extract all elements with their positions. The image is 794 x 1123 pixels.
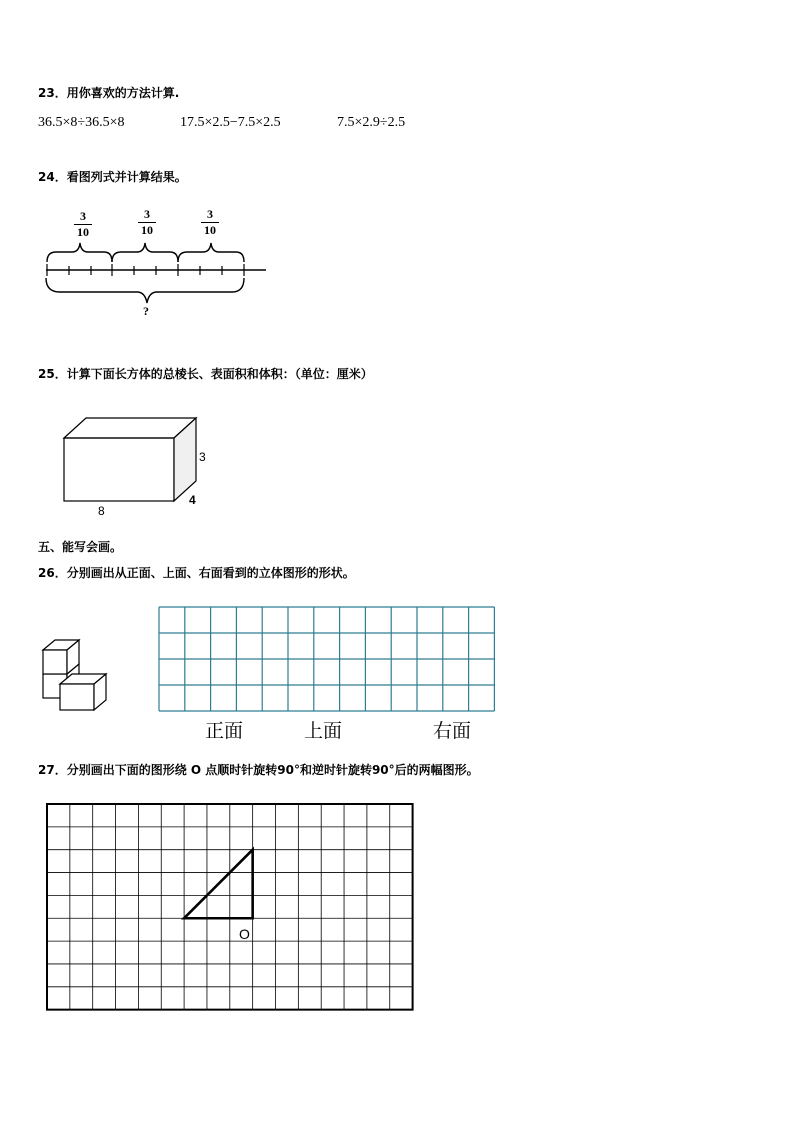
fraction-1-numerator: 3: [80, 209, 86, 223]
fraction-1-denominator: 10: [77, 225, 89, 239]
fraction-2-denominator: 10: [141, 223, 153, 237]
fraction-2-numerator: 3: [144, 207, 150, 221]
right-view-label: 右面: [433, 720, 472, 742]
q23-title: 23．用你喜欢的方法计算.: [38, 86, 180, 100]
q23-expression-2: 17.5×2.5−7.5×2.5: [180, 115, 281, 130]
front-view-label: 正面: [205, 720, 244, 742]
cuboid-height-label: 3: [199, 450, 206, 464]
q26-title: 26．分别画出从正面、上面、右面看到的立体图形的形状。: [38, 566, 355, 580]
cuboid-width-label: 4: [189, 493, 196, 507]
fraction-3-denominator: 10: [204, 223, 216, 237]
fraction-3-numerator: 3: [207, 207, 213, 221]
point-o-label: O: [239, 926, 250, 942]
unknown-total-label: ?: [143, 304, 149, 318]
top-view-label: 上面: [304, 720, 343, 742]
q23-expression-1: 36.5×8÷36.5×8: [38, 115, 125, 130]
section-five-title: 五、能写会画。: [38, 540, 123, 554]
cuboid-length-label: 8: [98, 504, 105, 518]
q25-title: 25．计算下面长方体的总棱长、表面积和体积：（单位：厘米）: [38, 367, 373, 381]
right-triangle: [184, 850, 253, 919]
q27-title: 27．分别画出下面的图形绕 O 点顺时针旋转90°和逆时针旋转90°后的两幅图形。: [38, 763, 479, 777]
q24-title: 24．看图列式并计算结果。: [38, 170, 187, 184]
q23-expression-3: 7.5×2.9÷2.5: [337, 115, 406, 130]
